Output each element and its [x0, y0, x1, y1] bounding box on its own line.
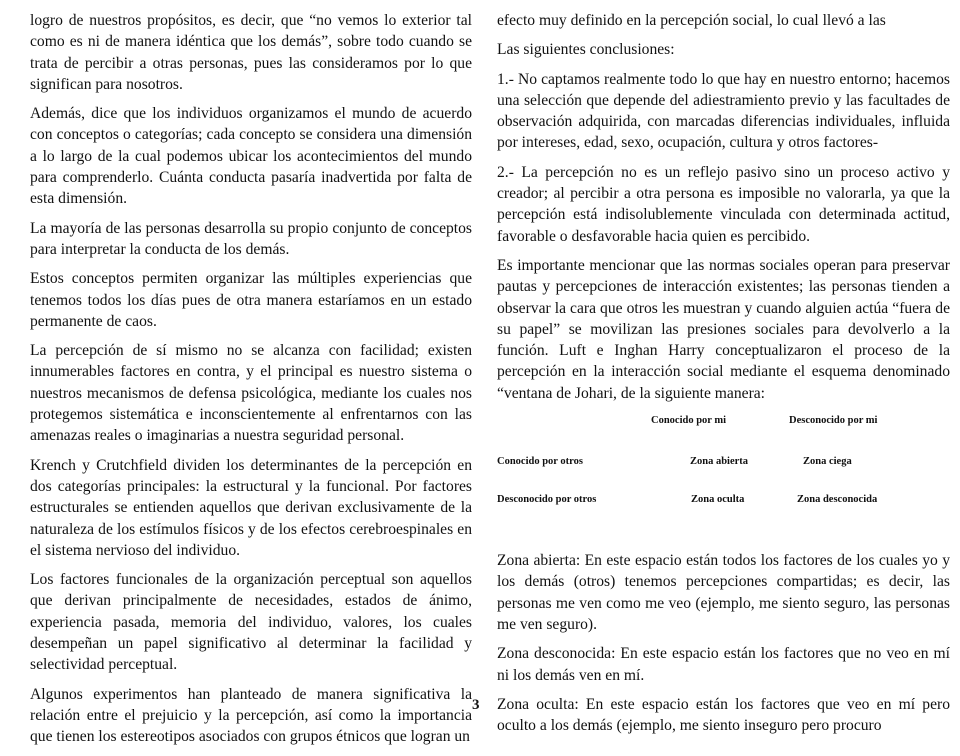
johari-row-known: Conocido por otros [497, 456, 583, 468]
johari-zone-open: Zona abierta [690, 456, 749, 468]
paragraph: Zona oculta: En este espacio están los factores que veo en mí pero oculto a los demás (ejemplo, me siento inseguro pero procuro [497, 695, 950, 735]
right-column [497, 10, 950, 744]
johari-zone-hidden: Zona oculta [691, 494, 745, 506]
paragraph: 1.- No captamos realmente todo lo que hay en nuestro entorno; hacemos una selección que depende del adiestramiento previo y las facultades de observación adquirida, con marcadas diferencias individuales, influida por intereses, edad, sexo, ocupación, cultura y otros factores- [497, 70, 950, 152]
paragraph: Estos conceptos permiten organizar las múltiples experiencias que tenemos todos los días pues de otra manera estaríamos en un estado permanente de caos. [30, 270, 472, 330]
paragraph: La mayoría de las personas desarrolla su propio conjunto de conceptos para interpretar la conducta de los demás. [30, 219, 472, 258]
paragraph: efecto muy definido en la percepción social, lo cual llevó a las [497, 12, 886, 29]
paragraph: 2.- La percepción no es un reflejo pasivo sino un proceso activo y creador; al percibir a otra persona es imposible no valorarla, ya que la percepción está indisolublemente vinculada con determinada actitud, favorable o desfavorable hacia quien es percibido. [497, 163, 950, 245]
left-column [30, 10, 472, 756]
johari-row-unknown: Desconocido por otros [497, 494, 597, 506]
paragraph: La percepción de sí mismo no se alcanza con facilidad; existen innumerables factores en contra, y el principal es nuestro sistema o nuestros mecanismos de defensa psicológica, mediante los cuales nos protegemos sistemática e inconscientemente al enfrentarnos con las amenazas reales o imaginarias a nuestra seguridad personal. [30, 342, 472, 445]
paragraph: Las siguientes conclusiones: [497, 41, 675, 59]
paragraph: Zona desconocida: En este espacio están los factores que no veo en mí ni los demás ven en mí. [497, 645, 950, 684]
johari-zone-unknown: Zona desconocida [797, 494, 878, 506]
paragraph: logro de nuestros propósitos, es decir, que “no vemos lo exterior tal como es ni de manera idéntica que los demás”, sobre todo cuando se trata de percibir a otras personas, pues las consideramos por lo que significan para nosotros. [30, 12, 472, 93]
paragraph: Además, dice que los individuos organizamos el mundo de acuerdo con conceptos o categorías; cada concepto se considera una dimensión a lo largo de la cual podemos ubicar los acontecimientos del mundo para comprenderlo. Cuánta conducta pasaría inadvertida por falta de esta dimensión. [30, 105, 472, 208]
johari-col-unknown: Desconocido por mi [789, 415, 878, 427]
paragraph: Zona abierta: En este espacio están todos los factores de los cuales yo y los demás (otros) tenemos percepciones compartidas; es decir, las personas me ven como me veo (ejemplo, me siento seguro, las personas me ven seguro). [497, 552, 950, 633]
paragraph: Es importante mencionar que las normas sociales operan para preservar pautas y percepciones de interacción existentes; las personas tienden a observar la cara que otros les muestran y cuando alguien actúa “fuera de su papel” se movilizan las presiones sociales para devolverlo a la función. Luft e Inghan Harry conceptualizaron el proceso de la percepción en la interacción social mediante el esquema denominado “ventana de Johari, de la siguiente manera: [497, 256, 950, 402]
paragraph: Algunos experimentos han planteado de manera significativa la relación entre el prejuicio y la percepción, así como la importancia que tienen los estereotipos asociados con grupos étnicos que logran un [30, 685, 472, 746]
johari-col-known: Conocido por mi [651, 415, 727, 427]
page-number: 3 [472, 697, 480, 713]
paragraph: Los factores funcionales de la organización perceptual son aquellos que derivan principalmente de necesidades, estados de ánimo, experiencia pasada, memoria del individuo, valores, los cuales desempeñan un papel significativo al determinar la facilidad y selectividad perceptual. [30, 571, 472, 674]
johari-window-table [497, 412, 950, 545]
johari-zone-blind: Zona ciega [803, 456, 852, 468]
paragraph: Krench y Crutchfield dividen los determinantes de la percepción en dos categorías principales: la estructural y la funcional. Por factores estructurales se entienden aquellos que derivan exclusivamente de la naturaleza de los estímulos físicos y de los efectos cerebroespinales en el sistema nervioso del individuo. [30, 456, 472, 559]
